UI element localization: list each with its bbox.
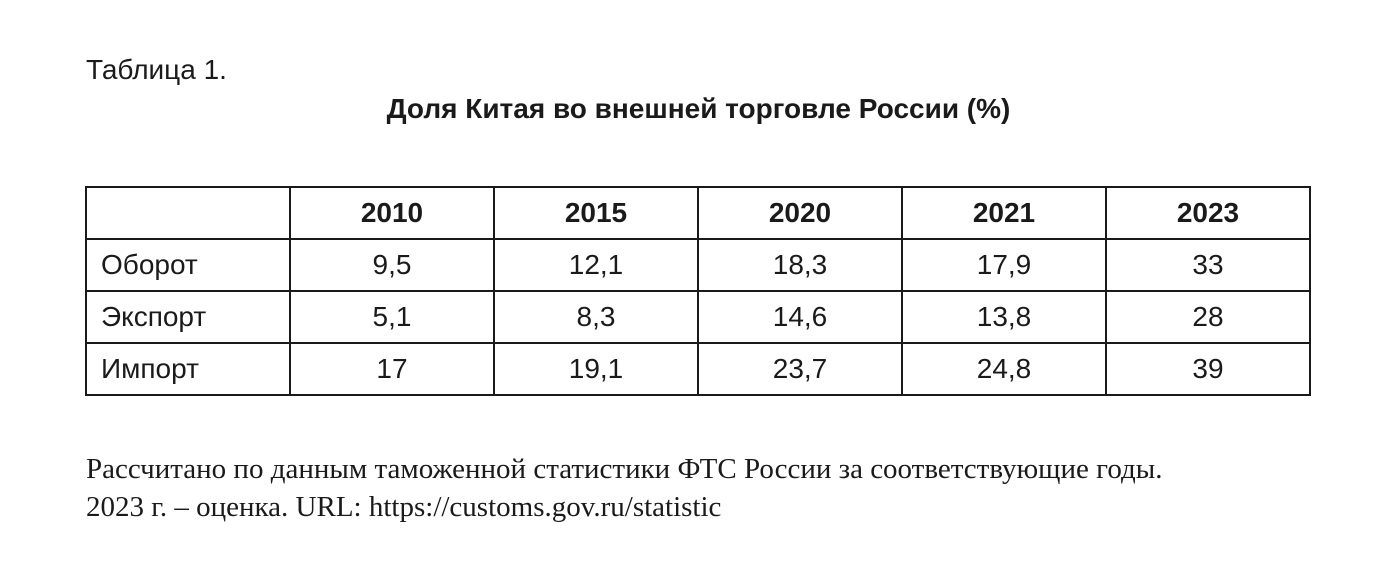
column-header: 2015 (494, 187, 698, 239)
row-label: Экспорт (86, 291, 290, 343)
data-table (85, 186, 1311, 396)
source-note-line: Рассчитано по данным таможенной статистики ФТС России за соответствующие годы. (86, 453, 1163, 485)
table-cell: 17,9 (902, 239, 1106, 291)
table-cell: 28 (1106, 291, 1310, 343)
table-cell: 12,1 (494, 239, 698, 291)
table-title: Доля Китая во внешней торговле России (%) (386, 93, 1011, 124)
table-number-label: Таблица 1. (86, 54, 227, 85)
column-header: 2023 (1106, 187, 1310, 239)
table-cell: 8,3 (494, 291, 698, 343)
row-label: Импорт (86, 343, 290, 395)
column-header: 2020 (698, 187, 902, 239)
source-note (86, 450, 1326, 526)
table-row (86, 343, 1310, 395)
table-cell: 23,7 (698, 343, 902, 395)
source-note-line: 2023 г. – оценка. URL: https://customs.gov.ru/statistic (86, 491, 722, 523)
table-cell: 19,1 (494, 343, 698, 395)
table-row (86, 291, 1310, 343)
table-cell: 5,1 (290, 291, 494, 343)
table-cell: 17 (290, 343, 494, 395)
table-cell: 33 (1106, 239, 1310, 291)
table-header-row (86, 187, 1310, 239)
table-cell: 14,6 (698, 291, 902, 343)
column-header: 2021 (902, 187, 1106, 239)
row-label: Оборот (86, 239, 290, 291)
table-cell: 18,3 (698, 239, 902, 291)
table-row (86, 239, 1310, 291)
table-corner-cell (86, 187, 290, 239)
table-cell: 39 (1106, 343, 1310, 395)
table-cell: 9,5 (290, 239, 494, 291)
column-header: 2010 (290, 187, 494, 239)
table-cell: 13,8 (902, 291, 1106, 343)
table-cell: 24,8 (902, 343, 1106, 395)
